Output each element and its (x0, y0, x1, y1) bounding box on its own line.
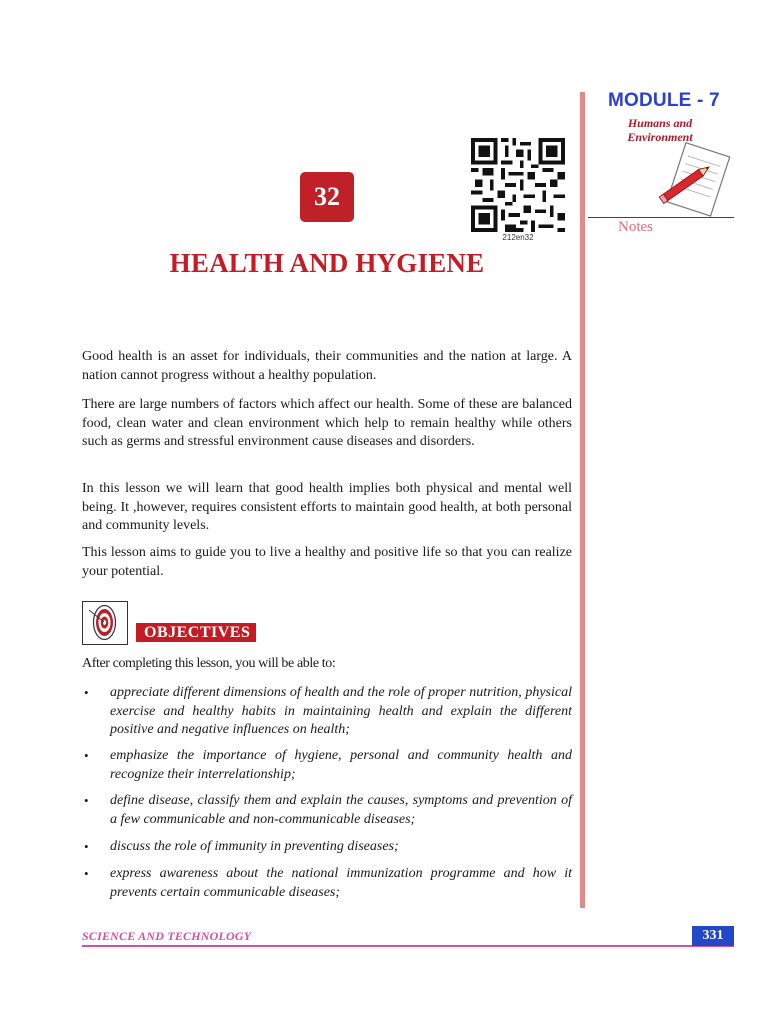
page-number: 331 (702, 928, 724, 943)
bullet-icon: • (84, 748, 89, 763)
module-title: MODULE - 7 (608, 90, 720, 111)
objective-text: emphasize the importance of hygiene, personal and community health and recognize their interrelationship; (110, 748, 572, 782)
footer-subject: SCIENCE AND TECHNOLOGY (82, 929, 252, 943)
page-number-badge (692, 926, 734, 946)
objectives-intro: After completing this lesson, you will be able to: (82, 656, 336, 671)
intro-paragraph-3: In this lesson we will learn that good health implies both physical and mental well being. It ,however, requires consistent efforts to maintain good health, at both personal and community levels. (82, 481, 572, 533)
qr-code-image[interactable] (470, 138, 566, 232)
objectives-target-icon (82, 601, 128, 645)
chapter-title: HEALTH AND HYGIENE (169, 248, 485, 278)
objective-text: define disease, classify them and explain the causes, symptoms and prevention of a few communicable and non-communicable diseases; (110, 793, 572, 827)
notes-label: Notes (618, 219, 653, 235)
intro-paragraph-2: There are large numbers of factors which affect our health. Some of these are balanced food, clean water and clean environment which help to remain healthy while others such as germs and stressful environment cause diseases and disorders. (82, 397, 572, 449)
qr-code-caption: 212en32 (502, 233, 534, 242)
module-subtitle-line2: Environment (627, 130, 693, 144)
bullet-icon: • (84, 685, 89, 700)
margin-rule (580, 92, 585, 908)
objectives-heading: OBJECTIVES (136, 623, 256, 642)
bullet-icon: • (84, 793, 89, 808)
objective-text: appreciate different dimensions of health and the role of proper nutrition, physical exercise and healthy habits in maintaining health and explain the different positive and negative influences on health; (110, 685, 572, 737)
intro-paragraph-4: This lesson aims to guide you to live a healthy and positive life so that you can realize your potential. (82, 545, 572, 579)
chapter-number: 32 (314, 182, 340, 211)
module-subtitle-line1: Humans and (627, 116, 693, 130)
bullet-icon: • (84, 839, 89, 854)
chapter-number-badge (300, 172, 354, 222)
notes-pencil-icon (655, 140, 735, 220)
intro-paragraph-1: Good health is an asset for individuals, their communities and the nation at large. A nation cannot progress without a healthy population. (82, 349, 572, 383)
bullet-icon: • (84, 866, 89, 881)
footer-rule (82, 945, 734, 947)
objective-text: express awareness about the national immunization programme and how it prevents certain communicable diseases; (110, 866, 572, 900)
objective-text: discuss the role of immunity in preventing diseases; (110, 839, 399, 854)
